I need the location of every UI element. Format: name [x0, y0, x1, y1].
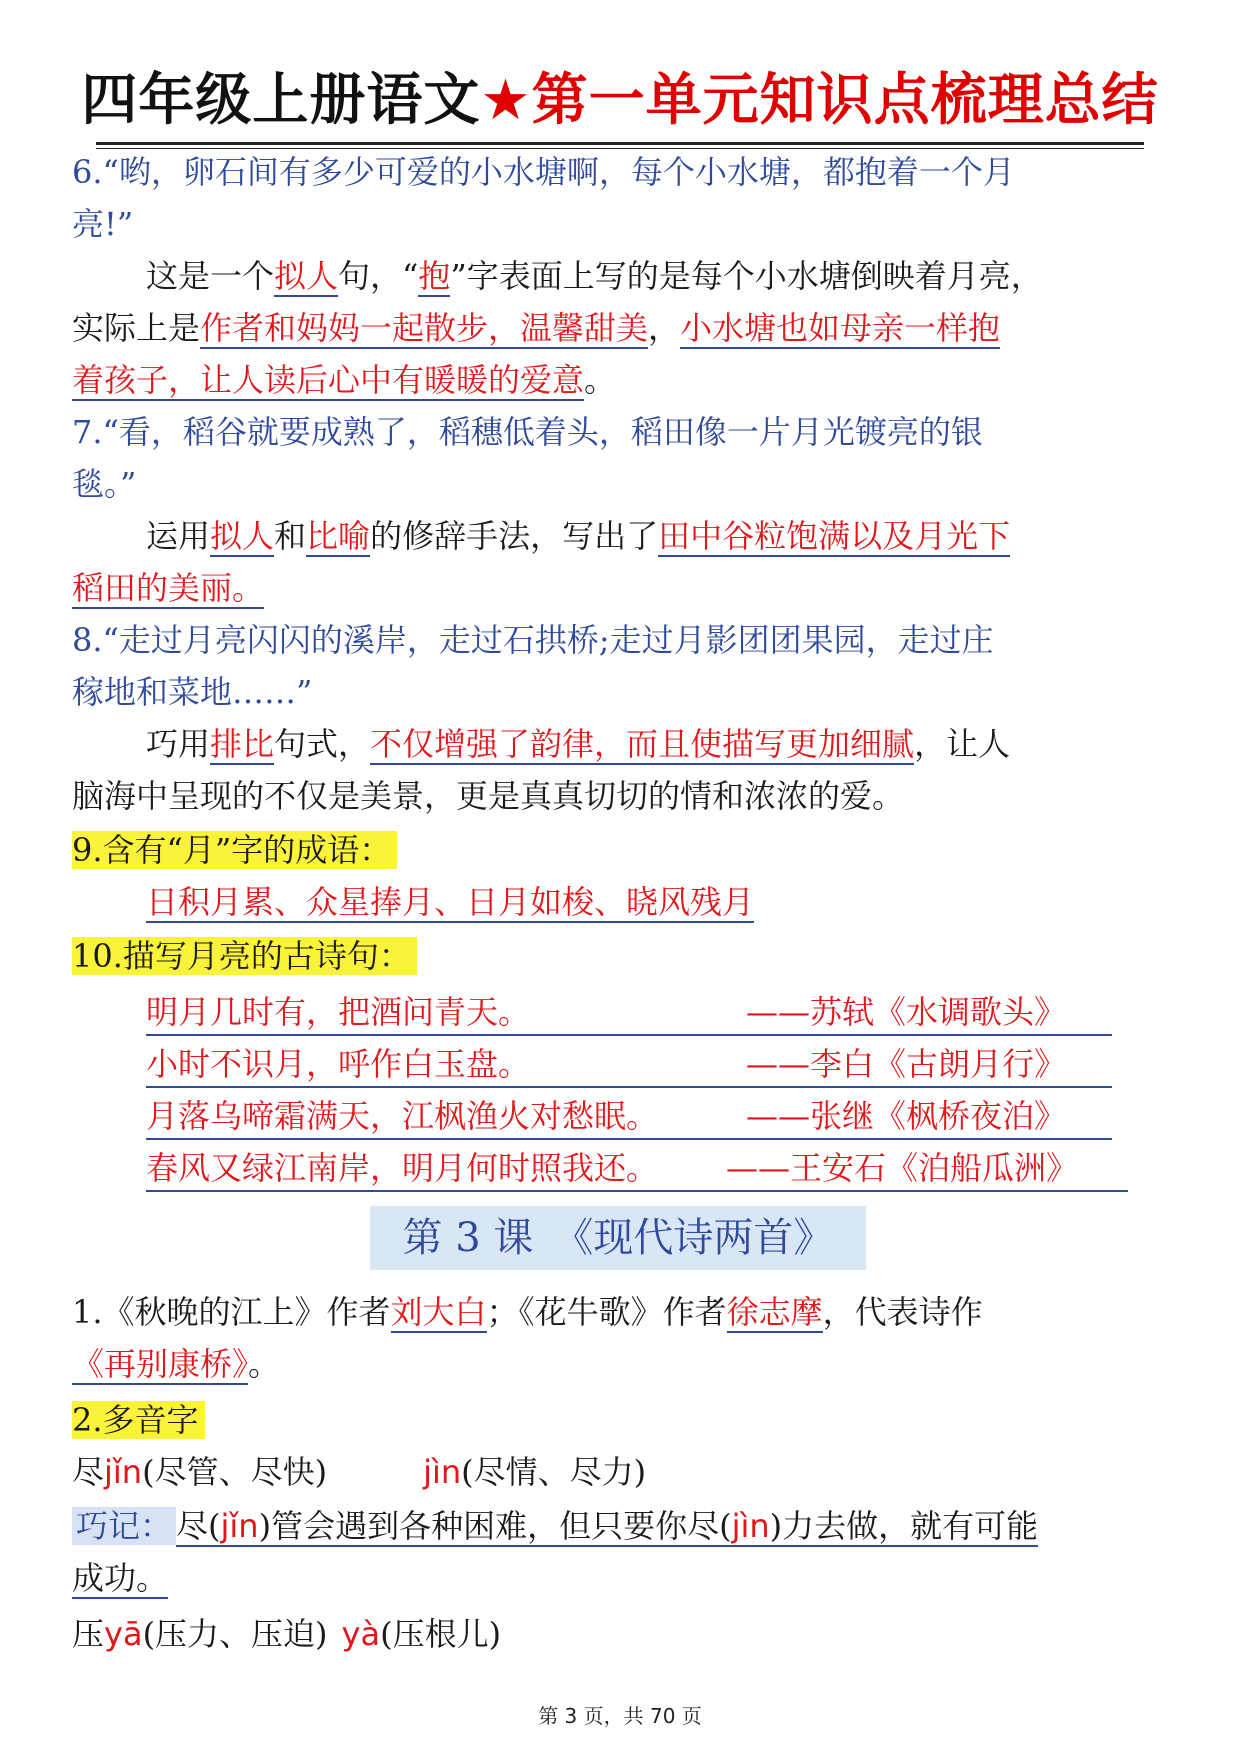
text-span: 。: [584, 361, 617, 399]
author-liu-dabai: 刘大白: [390, 1293, 487, 1331]
text-span: 巧用: [146, 725, 211, 763]
item7-quote-line1: 7.“看，稻谷就要成熟了，稻穗低着头，稻田像一片月光镀亮的银: [72, 413, 983, 451]
answer-grain-cont: 稻田的美丽。: [72, 569, 265, 607]
item9-heading-row: [72, 824, 1168, 876]
item6-quote-line2: 亮!”: [72, 205, 134, 243]
text-span: ；《花牛歌》作者: [486, 1293, 727, 1331]
title-unit: 第一单元知识点梳理总结: [531, 68, 1159, 133]
text-span: 实际上是: [72, 309, 201, 347]
examples-jin3: (尽管、尽快): [142, 1453, 328, 1491]
representative-poem: 《再别康桥》: [72, 1345, 249, 1383]
answer-personification: 拟人: [274, 257, 339, 295]
answer-rhythm: 不仅增强了韵律，而且使描写更加细腻: [370, 725, 915, 763]
poem-underline: [146, 1034, 1112, 1036]
pinyin-jin4: jìn: [423, 1453, 462, 1491]
pinyin-ya1: yā: [104, 1615, 143, 1653]
item8-quote-line1: 8.“走过月亮闪闪的溪岸，走过石拱桥;走过月影团团果园，走过庄: [72, 621, 994, 659]
item7-analysis-line2: [72, 562, 1168, 614]
text-span: 句，“: [338, 257, 419, 295]
poem-line: 明月几时有，把酒问青天。: [146, 993, 531, 1031]
answer-grain: 田中谷粒饱满以及月光下: [658, 517, 1011, 555]
char-jin: 尽: [72, 1453, 105, 1491]
poem-author: ——李白《古朗月行》: [746, 1045, 1067, 1083]
memory-tip-label: 巧记：: [72, 1507, 176, 1545]
pinyin-jin3: jǐn: [104, 1453, 143, 1491]
page-number: 第 3 页，共 70 页: [538, 1704, 702, 1728]
lesson3-line1: [72, 1286, 1168, 1338]
poem-underline: [146, 1190, 1128, 1192]
pinyin-jin3: jǐn: [220, 1507, 259, 1545]
item6-quote-line1: 6.“哟，卵石间有多少可爱的小水塘啊，每个小水塘，都抱着一个月: [72, 153, 1015, 191]
text-span: 和: [274, 517, 307, 555]
item9-heading: 9.含有“月”字的成语：: [72, 831, 397, 869]
lesson-title: 第 3 课 《现代诗两首》: [370, 1206, 866, 1270]
item6-analysis-line2: [72, 302, 1168, 354]
poem-line: 春风又绿江南岸，明月何时照我还。: [146, 1149, 659, 1187]
item6-analysis-line3: [72, 354, 1168, 406]
star-icon: ★: [480, 68, 532, 133]
lesson3-line2: [72, 1338, 1168, 1390]
memory-tip-row: [72, 1500, 1168, 1552]
title-grade: 四年级上册语文: [81, 68, 481, 133]
item9-idioms-row: [146, 876, 1168, 928]
poem-author: ——苏轼《水调歌头》: [746, 993, 1067, 1031]
poem-author: ——张继《枫桥夜泊》: [746, 1097, 1067, 1135]
text-span: 句式，: [274, 725, 371, 763]
item10-heading: 10.描写月亮的古诗句：: [72, 937, 417, 975]
item7-analysis-line1: [146, 510, 1168, 562]
text-span: )力去做，就有可能: [769, 1507, 1039, 1545]
item8-analysis-line1: [146, 718, 1168, 770]
pinyin-ya4: yà: [341, 1615, 381, 1653]
examples-jin4: (尽情、尽力): [461, 1453, 647, 1491]
text-span: 。: [248, 1345, 281, 1383]
item8-analysis-line2: 脑海中呈现的不仅是美景，更是真真切切的情和浓浓的爱。: [72, 777, 905, 815]
text-span: ，让人: [914, 725, 1011, 763]
poem-author: ——王安石《泊船瓜洲》: [726, 1149, 1079, 1187]
idiom-list: 日积月累、众星捧月、日月如梭、晓风残月: [146, 883, 755, 921]
polyphone-heading: 2.多音字: [72, 1401, 205, 1439]
memory-tip-cont: 成功。: [72, 1559, 169, 1597]
answer-pond: 小水塘也如母亲一样抱: [680, 309, 1001, 347]
author-xu-zhimo: 徐志摩: [726, 1293, 823, 1331]
text-span: 这是一个: [146, 257, 275, 295]
text-span: 运用: [146, 517, 211, 555]
poem-line: 月落乌啼霜满天，江枫渔火对愁眠。: [146, 1097, 659, 1135]
text-span: 尽(: [176, 1507, 221, 1545]
char-ya: 压: [72, 1615, 105, 1653]
text-span: ，代表诗作: [822, 1293, 983, 1331]
title-underline-thick: [96, 142, 1144, 145]
poem-line: 小时不识月，呼作白玉盘。: [146, 1045, 531, 1083]
item10-heading-row: [72, 930, 1168, 982]
examples-ya4: (压根儿): [380, 1615, 502, 1653]
poem-underline: [146, 1138, 1112, 1140]
answer-pond-cont: 着孩子，让人读后心中有暖暖的爱意: [72, 361, 585, 399]
page-title: [0, 62, 1240, 140]
answer-personification: 拟人: [210, 517, 275, 555]
poem-underline: [146, 1086, 1112, 1088]
item7-quote-line2: 毯。”: [72, 465, 137, 503]
answer-parallelism: 排比: [210, 725, 275, 763]
text-span: )管会遇到各种困难，但只要你尽(: [258, 1507, 732, 1545]
text-span: 1.《秋晚的江上》作者: [72, 1293, 391, 1331]
answer-walk: 作者和妈妈一起散步，温馨甜美: [200, 309, 649, 347]
polyphone-jin-row: [72, 1446, 1168, 1498]
item6-analysis-line1: [146, 250, 1168, 302]
examples-ya1: (压力、压迫): [142, 1615, 328, 1653]
text-span: 的修辞手法，写出了: [370, 517, 659, 555]
answer-metaphor: 比喻: [306, 517, 371, 555]
polyphone-heading-row: [72, 1394, 1168, 1446]
pinyin-jin4: jìn: [731, 1507, 770, 1545]
memory-tip-row2: [72, 1552, 1168, 1604]
polyphone-ya-row: [72, 1608, 1168, 1660]
item8-quote-line2: 稼地和菜地……”: [72, 673, 313, 711]
text-span: ”字表面上写的是每个小水塘倒映着月亮，: [450, 257, 1043, 295]
answer-hug-word: 抱: [418, 257, 451, 295]
text-span: ，: [648, 309, 681, 347]
